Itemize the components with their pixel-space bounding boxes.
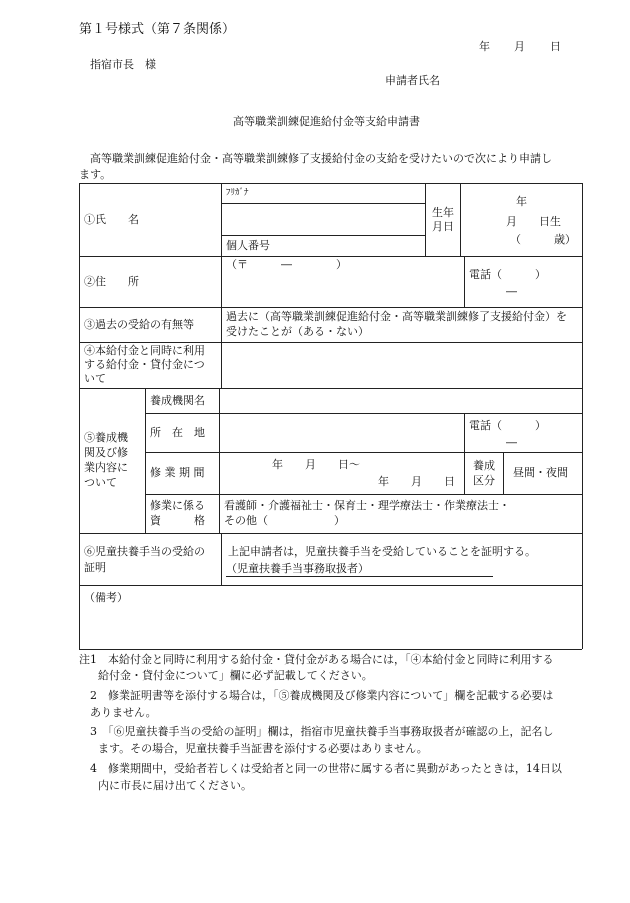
personal-number-label: 個人番号 xyxy=(226,239,270,252)
training-label-2: 関及び修 xyxy=(84,446,128,459)
period-end: 年 月 日 xyxy=(378,475,455,488)
address-label: ②住 所 xyxy=(84,275,139,288)
note-1-line1: 注1 本給付金と同時に利用する給付金・貸付金がある場合には，「④本給付金と同時に利用する xyxy=(79,653,554,666)
past-receipt-text-2: 受けたことが（ある・ない） xyxy=(226,325,369,338)
addressee: 指宿市長 様 xyxy=(90,58,156,71)
past-receipt-label: ③過去の受給の有無等 xyxy=(84,318,194,331)
location-label: 所 在 地 xyxy=(150,426,205,439)
birth-month-day-label: 月 日生 xyxy=(506,215,561,228)
child-support-text: 上記申請者は，児童扶養手当を受給していることを証明する。 xyxy=(228,545,536,558)
note-2-line2: ありません。 xyxy=(90,706,157,719)
date-day-label: 日 xyxy=(550,40,561,53)
division-options: 昼間・夜間 xyxy=(513,466,568,479)
note-4-line1: 4 修業期間中，受給者若しくは受給者と同一の世帯に属する者に異動があったときは，14日以 xyxy=(90,762,562,775)
postal-code-field: （〒 ― ） xyxy=(226,258,347,271)
training-label-4: ついて xyxy=(84,476,117,489)
intro-text-line1: 高等職業訓練促進給付金・高等職業訓練修了支援給付金の支給を受けたいので次により申請し xyxy=(90,152,552,165)
past-receipt-text-1: 過去に（高等職業訓練促進給付金・高等職業訓練修了支援給付金）を xyxy=(226,310,567,323)
address-phone-label: 電話（ ） xyxy=(469,268,546,281)
name-label: ①氏 名 xyxy=(84,213,139,226)
form-number: 第１号様式（第７条関係） xyxy=(79,22,236,37)
child-support-official: （児童扶養手当事務取扱者） xyxy=(226,562,369,575)
address-phone-dash: ― xyxy=(506,285,517,298)
remarks-label: （備考） xyxy=(84,591,128,604)
qualification-text-2: その他（ ） xyxy=(224,514,345,527)
training-label-1: ⑤養成機 xyxy=(84,431,128,444)
note-4-line2: 内に市長に届け出てください。 xyxy=(98,779,252,792)
qualification-text-1: 看護師・介護福祉士・保育士・理学療法士・作業療法士・ xyxy=(224,499,510,512)
institution-name-label: 養成機関名 xyxy=(150,394,205,407)
birth-year-label: 年 xyxy=(516,195,527,208)
note-2-line1: 2 修業証明書等を添付する場合は，「⑤養成機関及び修業内容について」欄を記載する必要は xyxy=(90,689,554,702)
note-1-line2: 給付金・貸付金について」欄に必ず記載してください。 xyxy=(98,669,373,682)
birth-age-label: （ 歳） xyxy=(510,233,576,246)
document-title: 高等職業訓練促進給付金等支給申請書 xyxy=(233,115,420,128)
date-month-label: 月 xyxy=(514,40,525,53)
division-label-2: 区分 xyxy=(473,474,495,487)
training-phone-label: 電話（ ） xyxy=(469,419,546,432)
qualification-label-1: 修業に係る xyxy=(150,499,205,512)
period-start: 年 月 日～ xyxy=(272,458,360,471)
period-label: 修 業 期 間 xyxy=(150,466,205,479)
furigana-label: ﾌﾘｶﾞﾅ xyxy=(226,188,249,198)
child-support-label-2: 証明 xyxy=(84,561,106,574)
birth-label-2: 月日 xyxy=(432,220,454,233)
note-3-line1: 3 「⑥児童扶養手当の受給の証明」欄は，指宿市児童扶養手当事務取扱者が確認の上，記名し xyxy=(90,725,554,738)
concurrent-benefit-label-1: ④本給付金と同時に利用 xyxy=(84,344,205,357)
division-label-1: 養成 xyxy=(473,459,495,472)
applicant-name-label: 申請者氏名 xyxy=(385,74,440,87)
note-3-line2: ます。その場合，児童扶養手当証書を添付する必要はありません。 xyxy=(98,742,428,755)
birth-label-1: 生年 xyxy=(432,206,454,219)
concurrent-benefit-label-2: する給付金・貸付金につ xyxy=(84,358,205,371)
intro-text-line2: ます。 xyxy=(79,168,112,181)
concurrent-benefit-label-3: いて xyxy=(84,372,106,385)
training-phone-dash: ― xyxy=(506,436,517,449)
qualification-label-2: 資 格 xyxy=(150,514,205,527)
child-support-label-1: ⑥児童扶養手当の受給の xyxy=(84,545,205,558)
date-year-label: 年 xyxy=(479,40,490,53)
training-label-3: 業内容に xyxy=(84,461,128,474)
